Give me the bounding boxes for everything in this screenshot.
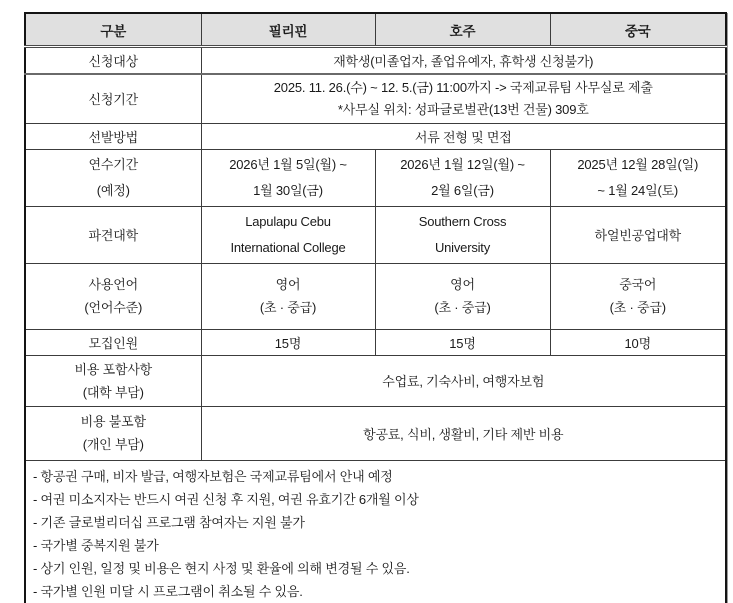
note-line: - 상기 인원, 일정 및 비용은 현지 사정 및 환율에 의해 변경될 수 있음. bbox=[33, 560, 410, 576]
note-line: - 국가별 인원 미달 시 프로그램이 취소될 수 있음. bbox=[33, 583, 303, 599]
language-label-line2: (언어수준) bbox=[84, 300, 143, 315]
selection-value: 서류 전형 및 면접 bbox=[201, 123, 726, 149]
cost-included-label bbox=[25, 355, 201, 406]
cost-excluded-label-line2: (개인 부담) bbox=[82, 437, 144, 452]
duration-label bbox=[25, 149, 201, 206]
language-au-line2: (초 · 중급) bbox=[434, 300, 491, 315]
university-philippines bbox=[201, 206, 375, 263]
cost-included-label-line1: 비용 포함사항 bbox=[74, 361, 153, 377]
duration-au-line1: 2026년 1월 12일(월) ~ bbox=[400, 156, 525, 172]
language-australia bbox=[375, 263, 550, 329]
header-cell-australia: 호주 bbox=[375, 13, 550, 47]
language-au-line1: 영어 bbox=[450, 277, 475, 292]
university-au-line1: Southern Cross bbox=[418, 213, 507, 229]
header-cell-philippines: 필리핀 bbox=[201, 13, 375, 47]
duration-cn-line1: 2025년 12월 28일(일) bbox=[577, 156, 699, 172]
notes-cell bbox=[25, 460, 726, 603]
university-australia bbox=[375, 206, 550, 263]
note-line: - 기존 글로벌리더십 프로그램 참여자는 지원 불가 bbox=[33, 514, 305, 530]
language-label-line1: 사용언어 bbox=[88, 277, 138, 292]
duration-ph-line2: 1월 30일(금) bbox=[253, 182, 323, 198]
capacity-label: 모집인원 bbox=[25, 329, 201, 355]
university-china: 하얼빈공업대학 bbox=[550, 206, 726, 263]
header-cell-china: 중국 bbox=[550, 13, 726, 47]
row-cost-included bbox=[25, 355, 726, 406]
target-label: 신청대상 bbox=[25, 47, 201, 74]
selection-label: 선발방법 bbox=[25, 123, 201, 149]
cost-excluded-label-line1: 비용 불포함 bbox=[80, 414, 146, 429]
language-china bbox=[550, 263, 726, 329]
language-label bbox=[25, 263, 201, 329]
university-ph-line1: Lapulapu Cebu bbox=[245, 213, 331, 229]
duration-ph-line1: 2026년 1월 5일(월) ~ bbox=[229, 156, 347, 172]
language-ph-line2: (초 · 중급) bbox=[259, 300, 317, 315]
cost-included-label-line2: (대학 부담) bbox=[82, 384, 144, 400]
row-application-period bbox=[25, 74, 726, 124]
capacity-philippines: 15명 bbox=[201, 329, 375, 355]
capacity-australia: 15명 bbox=[375, 329, 550, 355]
row-selection-method bbox=[25, 123, 726, 149]
row-cost-excluded bbox=[25, 406, 726, 460]
row-application-target bbox=[25, 47, 726, 74]
duration-china bbox=[550, 149, 726, 206]
note-line: - 항공권 구매, 비자 발급, 여행자보험은 국제교류팀에서 안내 예정 bbox=[33, 468, 393, 484]
duration-au-line2: 2월 6일(금) bbox=[431, 182, 494, 198]
row-capacity bbox=[25, 329, 726, 355]
duration-label-line1: 연수기간 bbox=[88, 156, 138, 172]
cost-excluded-value: 항공료, 식비, 생활비, 기타 제반 비용 bbox=[201, 406, 726, 460]
language-cn-line2: (초 · 중급) bbox=[609, 300, 666, 315]
language-cn-line1: 중국어 bbox=[619, 277, 657, 292]
university-label: 파견대학 bbox=[25, 206, 201, 263]
language-philippines bbox=[201, 263, 375, 329]
duration-australia bbox=[375, 149, 550, 206]
row-language bbox=[25, 263, 726, 329]
period-line2: *사무실 위치: 성파글로벌관(13번 건물) 309호 bbox=[337, 101, 589, 117]
university-ph-line2: International College bbox=[230, 239, 346, 255]
target-value: 재학생(미졸업자, 졸업유예자, 휴학생 신청불가) bbox=[201, 47, 726, 74]
duration-philippines bbox=[201, 149, 375, 206]
duration-label-line2: (예정) bbox=[96, 182, 130, 198]
period-value bbox=[201, 74, 726, 124]
language-ph-line1: 영어 bbox=[275, 277, 301, 292]
note-line: - 여권 미소지자는 반드시 여권 신청 후 지원, 여권 유효기간 6개월 이상 bbox=[33, 491, 419, 507]
header-cell-category: 구분 bbox=[25, 13, 201, 47]
row-training-duration bbox=[25, 149, 726, 206]
row-notes bbox=[25, 460, 726, 603]
note-line: - 국가별 중복지원 불가 bbox=[33, 537, 159, 553]
period-line1: 2025. 11. 26.(수) ~ 12. 5.(금) 11:00까지 -> 국제교류팀 사무실로 제출 bbox=[273, 79, 653, 95]
period-label: 신청기간 bbox=[25, 74, 201, 124]
duration-cn-line2: ~ 1월 24일(토) bbox=[597, 182, 679, 198]
row-host-university bbox=[25, 206, 726, 263]
university-au-line2: University bbox=[434, 239, 491, 255]
cost-excluded-label bbox=[25, 406, 201, 460]
program-comparison-table bbox=[24, 12, 727, 603]
capacity-china: 10명 bbox=[550, 329, 726, 355]
cost-included-value: 수업료, 기숙사비, 여행자보험 bbox=[201, 355, 726, 406]
table-header-row bbox=[25, 13, 726, 47]
